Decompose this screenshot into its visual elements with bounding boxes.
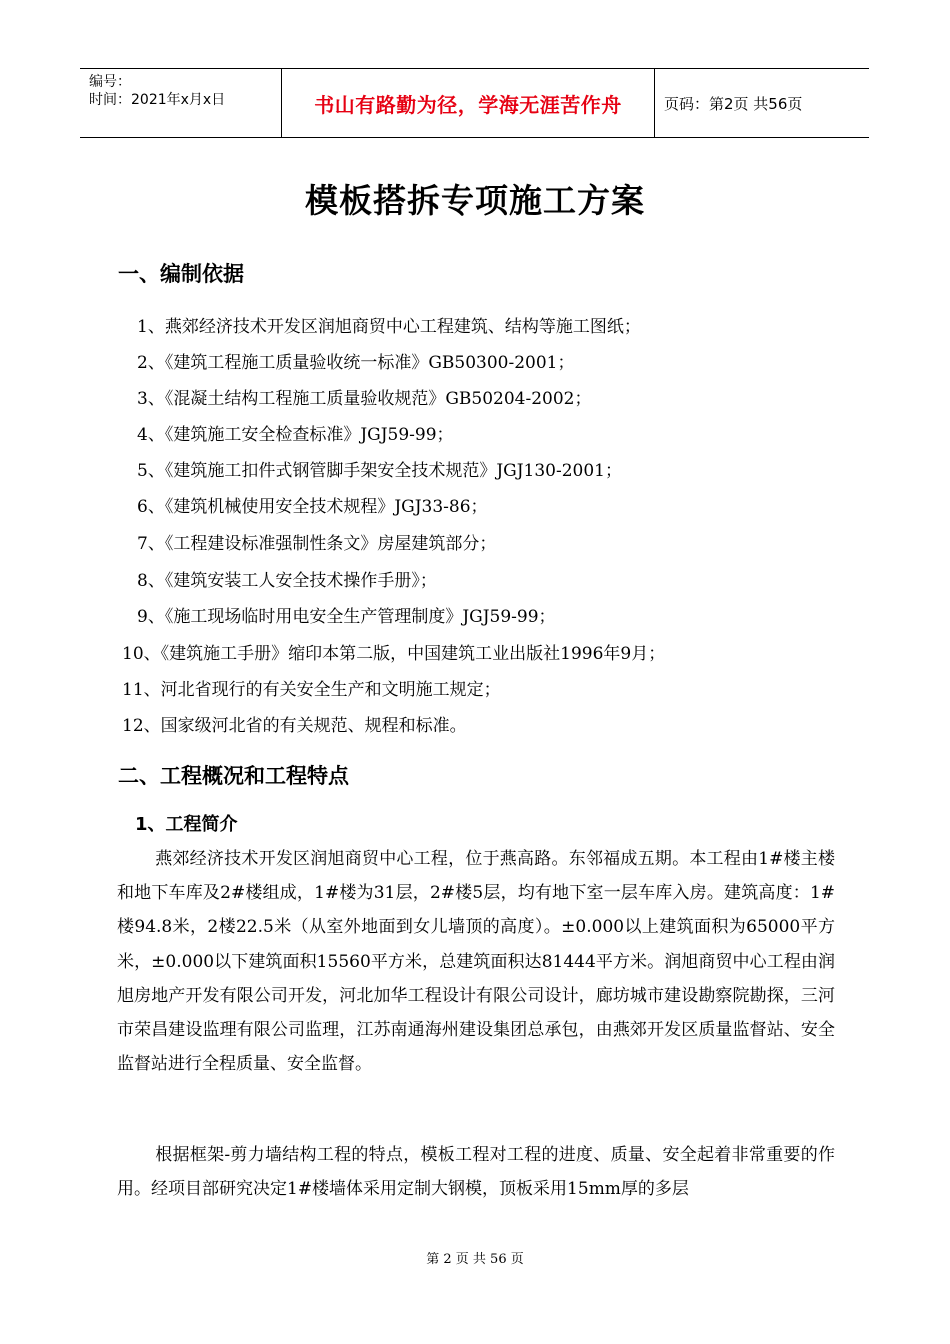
page-info-text: 页码：第2页 共56页	[664, 94, 803, 113]
header-meta	[80, 69, 281, 137]
list-item: 5、《建筑施工扣件式钢管脚手架安全技术规范》JGJ130-2001；	[137, 461, 622, 481]
subsection-heading-intro: 1、工程简介	[135, 814, 238, 835]
list-item: 9、《施工现场临时用电安全生产管理制度》JGJ59-99；	[137, 607, 556, 627]
section-heading-basis: 一、编制依据	[118, 262, 244, 286]
feature-paragraph	[117, 1138, 835, 1206]
feature-paragraph-text: 根据框架-剪力墙结构工程的特点，模板工程对工程的进度、质量、安全起着非常重要的作用。经项目部研究决定1#楼墙体采用定制大钢模，顶板采用15mm厚的多层	[117, 1145, 835, 1200]
list-item: 4、《建筑施工安全检查标准》JGJ59-99；	[137, 425, 454, 445]
header-table	[80, 68, 869, 138]
list-item: 8、《建筑安装工人安全技术操作手册》；	[137, 571, 437, 591]
document-title: 模板搭拆专项施工方案	[305, 181, 645, 220]
list-item: 11、河北省现行的有关安全生产和文明施工规定；	[122, 680, 501, 700]
date-label: 时间：2021年x月x日	[89, 92, 226, 108]
list-item: 3、《混凝土结构工程施工质量验收规范》GB50204-2002；	[137, 389, 592, 409]
header-page-info	[654, 69, 869, 137]
page-footer: 第 2 页 共 56 页	[426, 1252, 524, 1267]
section-heading-overview: 二、工程概况和工程特点	[118, 764, 349, 788]
list-item: 10、《建筑施工手册》缩印本第二版，中国建筑工业出版社1996年9月；	[122, 644, 666, 664]
motto-text: 书山有路勤为径，学海无涯苦作舟	[314, 92, 622, 117]
list-item: 7、《工程建设标准强制性条文》房屋建筑部分；	[137, 534, 497, 554]
list-item: 6、《建筑机械使用安全技术规程》JGJ33-86；	[137, 497, 488, 517]
list-item: 1、燕郊经济技术开发区润旭商贸中心工程建筑、结构等施工图纸；	[137, 317, 641, 337]
list-item: 12、国家级河北省的有关规范、规程和标准。	[122, 716, 467, 736]
header-motto	[281, 69, 655, 137]
intro-paragraph-text: 燕郊经济技术开发区润旭商贸中心工程，位于燕高路。东邻福成五期。本工程由1#楼主楼和地下车库及2#楼组成，1#楼为31层，2#楼5层，均有地下室一层车库入房。建筑高度：1#楼94.8米，2楼22.5米（从室外地面到女儿墙顶的高度）。±0.000以上建筑面积为65000平方米，±0.000以下建筑面积15560平方米，总建筑面积达81444平方米。润旭商贸中心工程由润旭房地产开发有限公司开发，河北加华工程设计有限公司设计，廊坊城市建设勘察院勘探，三河市荣昌建设监理有限公司监理，江苏南通海州建设集团总承包，由燕郊开发区质量监督站、安全监督站进行全程质量、安全监督。	[117, 849, 835, 1075]
serial-label: 编号：	[89, 74, 131, 90]
list-item: 2、《建筑工程施工质量验收统一标准》GB50300-2001；	[137, 353, 575, 373]
intro-paragraph	[117, 842, 835, 1081]
